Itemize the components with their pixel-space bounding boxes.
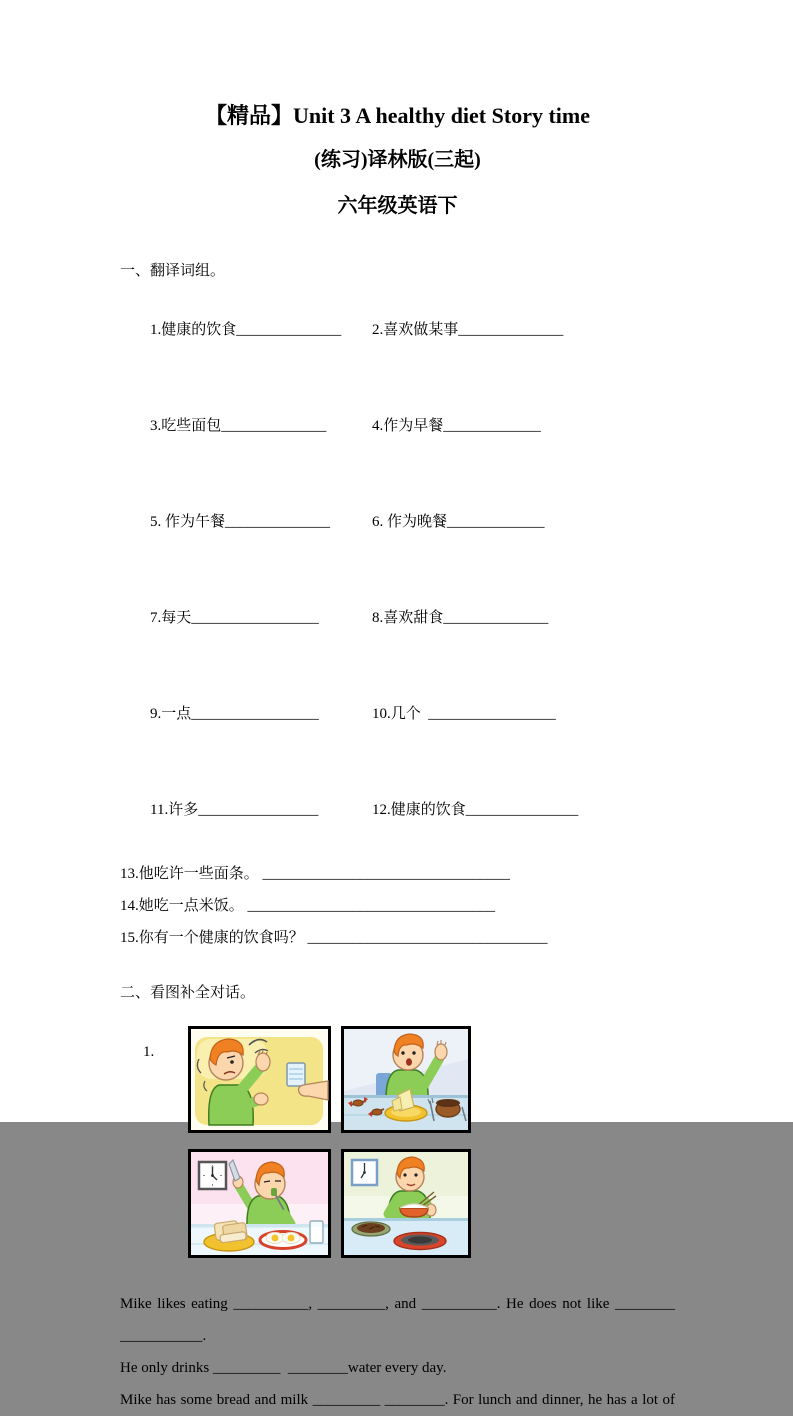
translation-item-12: 12.健康的饮食_______________ — [372, 802, 579, 818]
translation-item-6: 6. 作为晚餐_____________ — [372, 514, 545, 530]
translation-item-8: 8.喜欢甜食______________ — [372, 610, 549, 626]
translation-item-3: 3.吃些面包______________ — [150, 418, 327, 434]
translation-item-4: 4.作为早餐_____________ — [372, 418, 541, 434]
translation-row — [120, 282, 675, 378]
illustration-refuse-water — [188, 1026, 331, 1133]
page-title: 【精品】Unit 3 A healthy diet Story time — [205, 103, 590, 128]
translation-row — [120, 666, 675, 762]
translation-item-2: 2.喜欢做某事______________ — [372, 322, 564, 338]
dialogue-item-number: 1. — [143, 1044, 155, 1060]
illustration-breakfast — [188, 1149, 331, 1258]
translation-row — [120, 474, 675, 570]
translation-item-5: 5. 作为午餐______________ — [150, 514, 331, 530]
page-subtitle-edition: (练习)译林版(三起) — [314, 149, 481, 171]
translation-item-15: 15.你有一个健康的饮食吗？ ________________________________ — [120, 930, 548, 946]
illustration-likes-sweets — [341, 1026, 471, 1133]
translation-item-7: 7.每天_________________ — [150, 610, 319, 626]
translation-row — [120, 378, 675, 474]
refuse-water-illustration — [191, 1029, 328, 1130]
passage-paragraph-3: Mike has some bread and milk _________ ________. For lunch and dinner, he has a lot of — [120, 1392, 675, 1408]
translation-item-14: 14.她吃一点米饭。 _________________________________ — [120, 898, 496, 914]
story-picture-grid — [143, 1026, 675, 1258]
likes-sweets-illustration — [344, 1029, 468, 1130]
translation-item-13: 13.他吃许一些面条。 _________________________________ — [120, 866, 511, 882]
translation-row — [120, 570, 675, 666]
page-subtitle-grade: 六年级英语下 — [337, 195, 458, 217]
breakfast-illustration — [191, 1152, 328, 1255]
picture-row-bottom — [188, 1149, 675, 1258]
translation-row — [120, 762, 675, 858]
passage-paragraph-2: He only drinks _________ ________water every day. — [120, 1360, 447, 1376]
translation-item-9: 9.一点_________________ — [150, 706, 319, 722]
translation-list — [120, 282, 675, 954]
translation-item-11: 11.许多________________ — [150, 802, 319, 818]
cloze-passage — [120, 1288, 675, 1416]
picture-row-top — [188, 1026, 675, 1133]
section-one-heading: 一、翻译词组。 — [120, 263, 226, 279]
illustration-rice-meal — [341, 1149, 471, 1258]
section-two-heading: 二、看图补全对话。 — [120, 985, 256, 1001]
rice-meal-illustration — [344, 1152, 468, 1255]
translation-item-1: 1.健康的饮食______________ — [150, 322, 342, 338]
passage-paragraph-1: Mike likes eating __________, _________, and __________. He does not like ________ ___________. — [120, 1296, 675, 1344]
translation-item-10: 10.几个 _________________ — [372, 706, 556, 722]
